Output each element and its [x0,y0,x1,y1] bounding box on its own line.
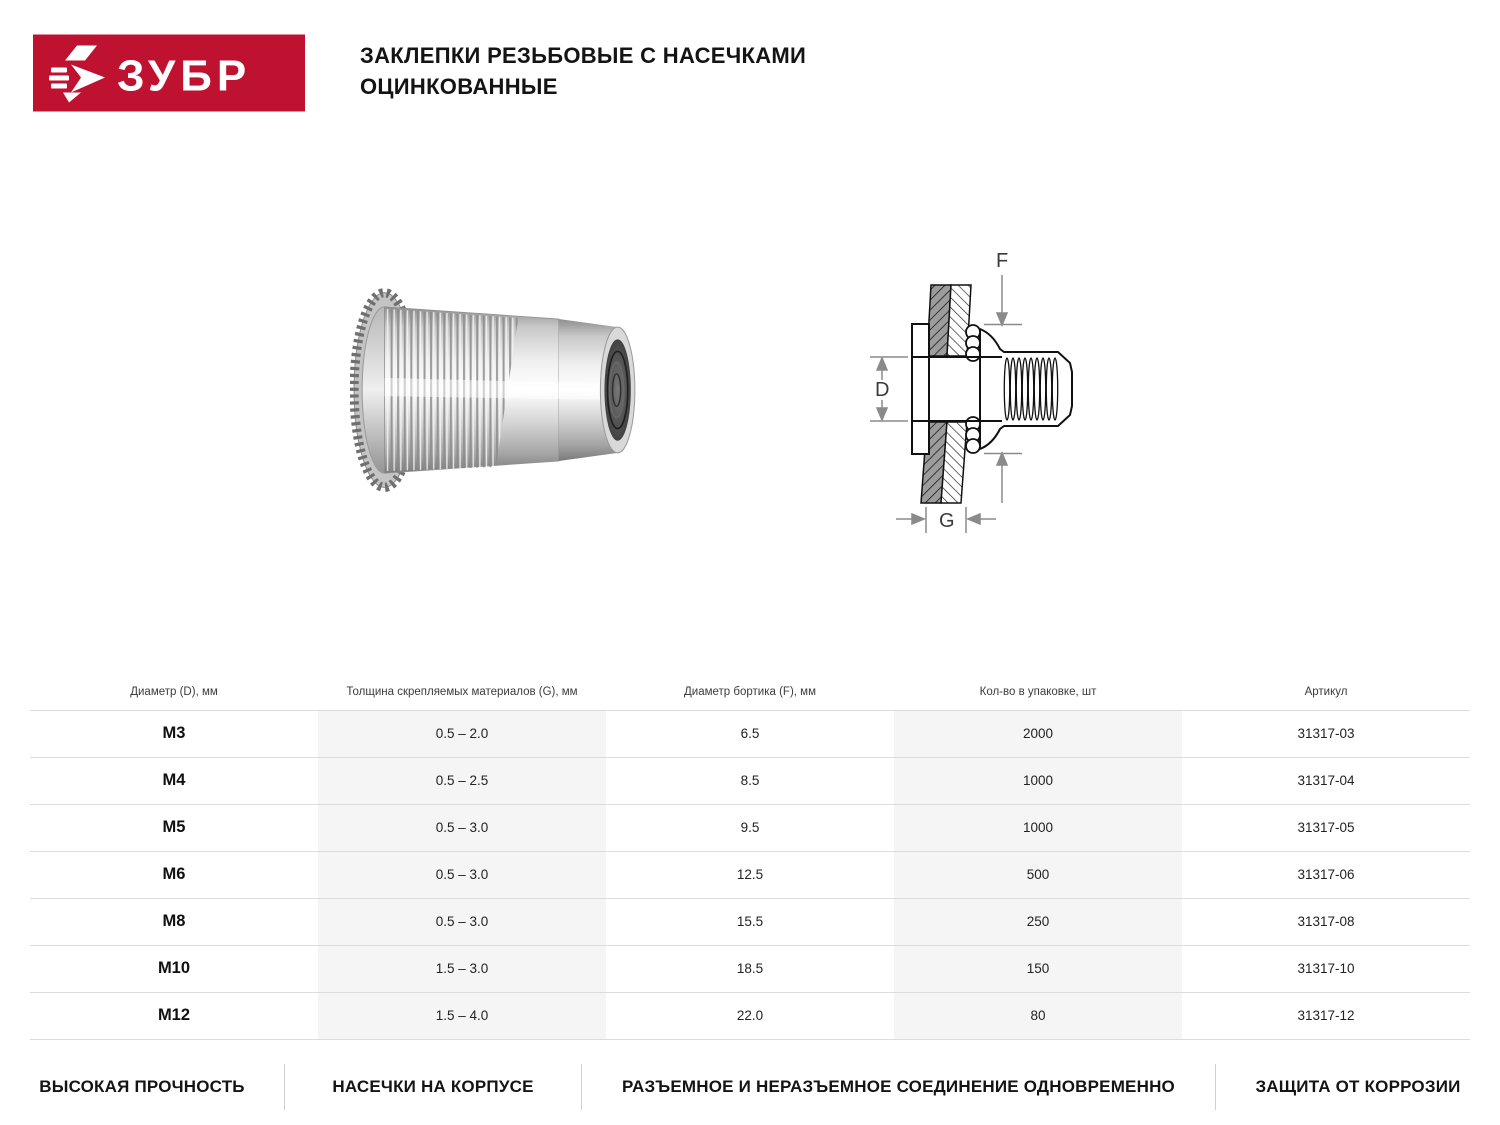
bulge-beads [966,325,980,453]
feature-item: ВЫСОКАЯ ПРОЧНОСТЬ [39,1077,245,1096]
dim-label-g: G [939,510,955,532]
title-line-1: ЗАКЛЕПКИ РЕЗЬБОВЫЕ С НАСЕЧКАМИ [360,43,807,68]
spec-table-header-row [30,674,1470,710]
product-photo [350,282,644,496]
cell-pack-quantity: 1000 [894,804,1182,851]
rivet-flange [912,324,929,454]
table-row [30,804,1470,851]
cell-diameter: М3 [30,710,318,757]
cell-grip-thickness: 0.5 – 3.0 [318,898,606,945]
cell-pack-quantity: 250 [894,898,1182,945]
table-row [30,992,1470,1039]
cell-diameter: М10 [30,945,318,992]
table-row [30,898,1470,945]
cell-diameter: М8 [30,898,318,945]
feature-item: ЗАЩИТА ОТ КОРРОЗИИ [1215,1064,1500,1110]
cell-flange-diameter: 6.5 [606,710,894,757]
table-row [30,945,1470,992]
cell-pack-quantity: 150 [894,945,1182,992]
cell-grip-thickness: 0.5 – 3.0 [318,804,606,851]
cell-article: 31317-05 [1182,804,1470,851]
feature-item: РАЗЪЕМНОЕ И НЕРАЗЪЕМНОЕ СОЕДИНЕНИЕ ОДНОВРЕМЕННО [581,1064,1215,1110]
cell-article: 31317-12 [1182,992,1470,1039]
cell-pack-quantity: 500 [894,851,1182,898]
cell-flange-diameter: 15.5 [606,898,894,945]
cell-article: 31317-08 [1182,898,1470,945]
column-header: Толщина скрепляемых материалов (G), мм [318,674,606,710]
cell-pack-quantity: 80 [894,992,1182,1039]
cell-grip-thickness: 0.5 – 2.5 [318,757,606,804]
cell-flange-diameter: 9.5 [606,804,894,851]
dimension-diagram [852,238,1174,542]
cell-article: 31317-03 [1182,710,1470,757]
cell-flange-diameter: 18.5 [606,945,894,992]
cell-article: 31317-10 [1182,945,1470,992]
cell-grip-thickness: 1.5 – 4.0 [318,992,606,1039]
cell-article: 31317-06 [1182,851,1470,898]
page-title [360,40,806,102]
cell-grip-thickness: 0.5 – 2.0 [318,710,606,757]
feature-item: НАСЕЧКИ НА КОРПУСЕ [284,1064,581,1110]
table-row [30,851,1470,898]
spec-table-body [30,710,1470,1039]
spec-table [30,674,1470,1040]
cell-pack-quantity: 2000 [894,710,1182,757]
dim-label-f: F [996,250,1009,272]
cell-flange-diameter: 12.5 [606,851,894,898]
dim-label-d: D [875,379,890,401]
cell-flange-diameter: 22.0 [606,992,894,1039]
cell-pack-quantity: 1000 [894,757,1182,804]
column-header: Диаметр бортика (F), мм [606,674,894,710]
logo-wordmark: ЗУБР [117,51,252,101]
column-header: Артикул [1182,674,1470,710]
table-row [30,710,1470,757]
features-bar [0,1058,1500,1116]
cell-grip-thickness: 1.5 – 3.0 [318,945,606,992]
cell-flange-diameter: 8.5 [606,757,894,804]
cell-article: 31317-04 [1182,757,1470,804]
threaded-hole [604,339,630,440]
zubr-logo [33,34,305,112]
column-header: Диаметр (D), мм [30,674,318,710]
cell-grip-thickness: 0.5 – 3.0 [318,851,606,898]
cell-diameter: М5 [30,804,318,851]
cell-diameter: М12 [30,992,318,1039]
cell-diameter: М4 [30,757,318,804]
cell-diameter: М6 [30,851,318,898]
table-row [30,757,1470,804]
column-header: Кол-во в упаковке, шт [894,674,1182,710]
title-line-2: ОЦИНКОВАННЫЕ [360,74,558,99]
